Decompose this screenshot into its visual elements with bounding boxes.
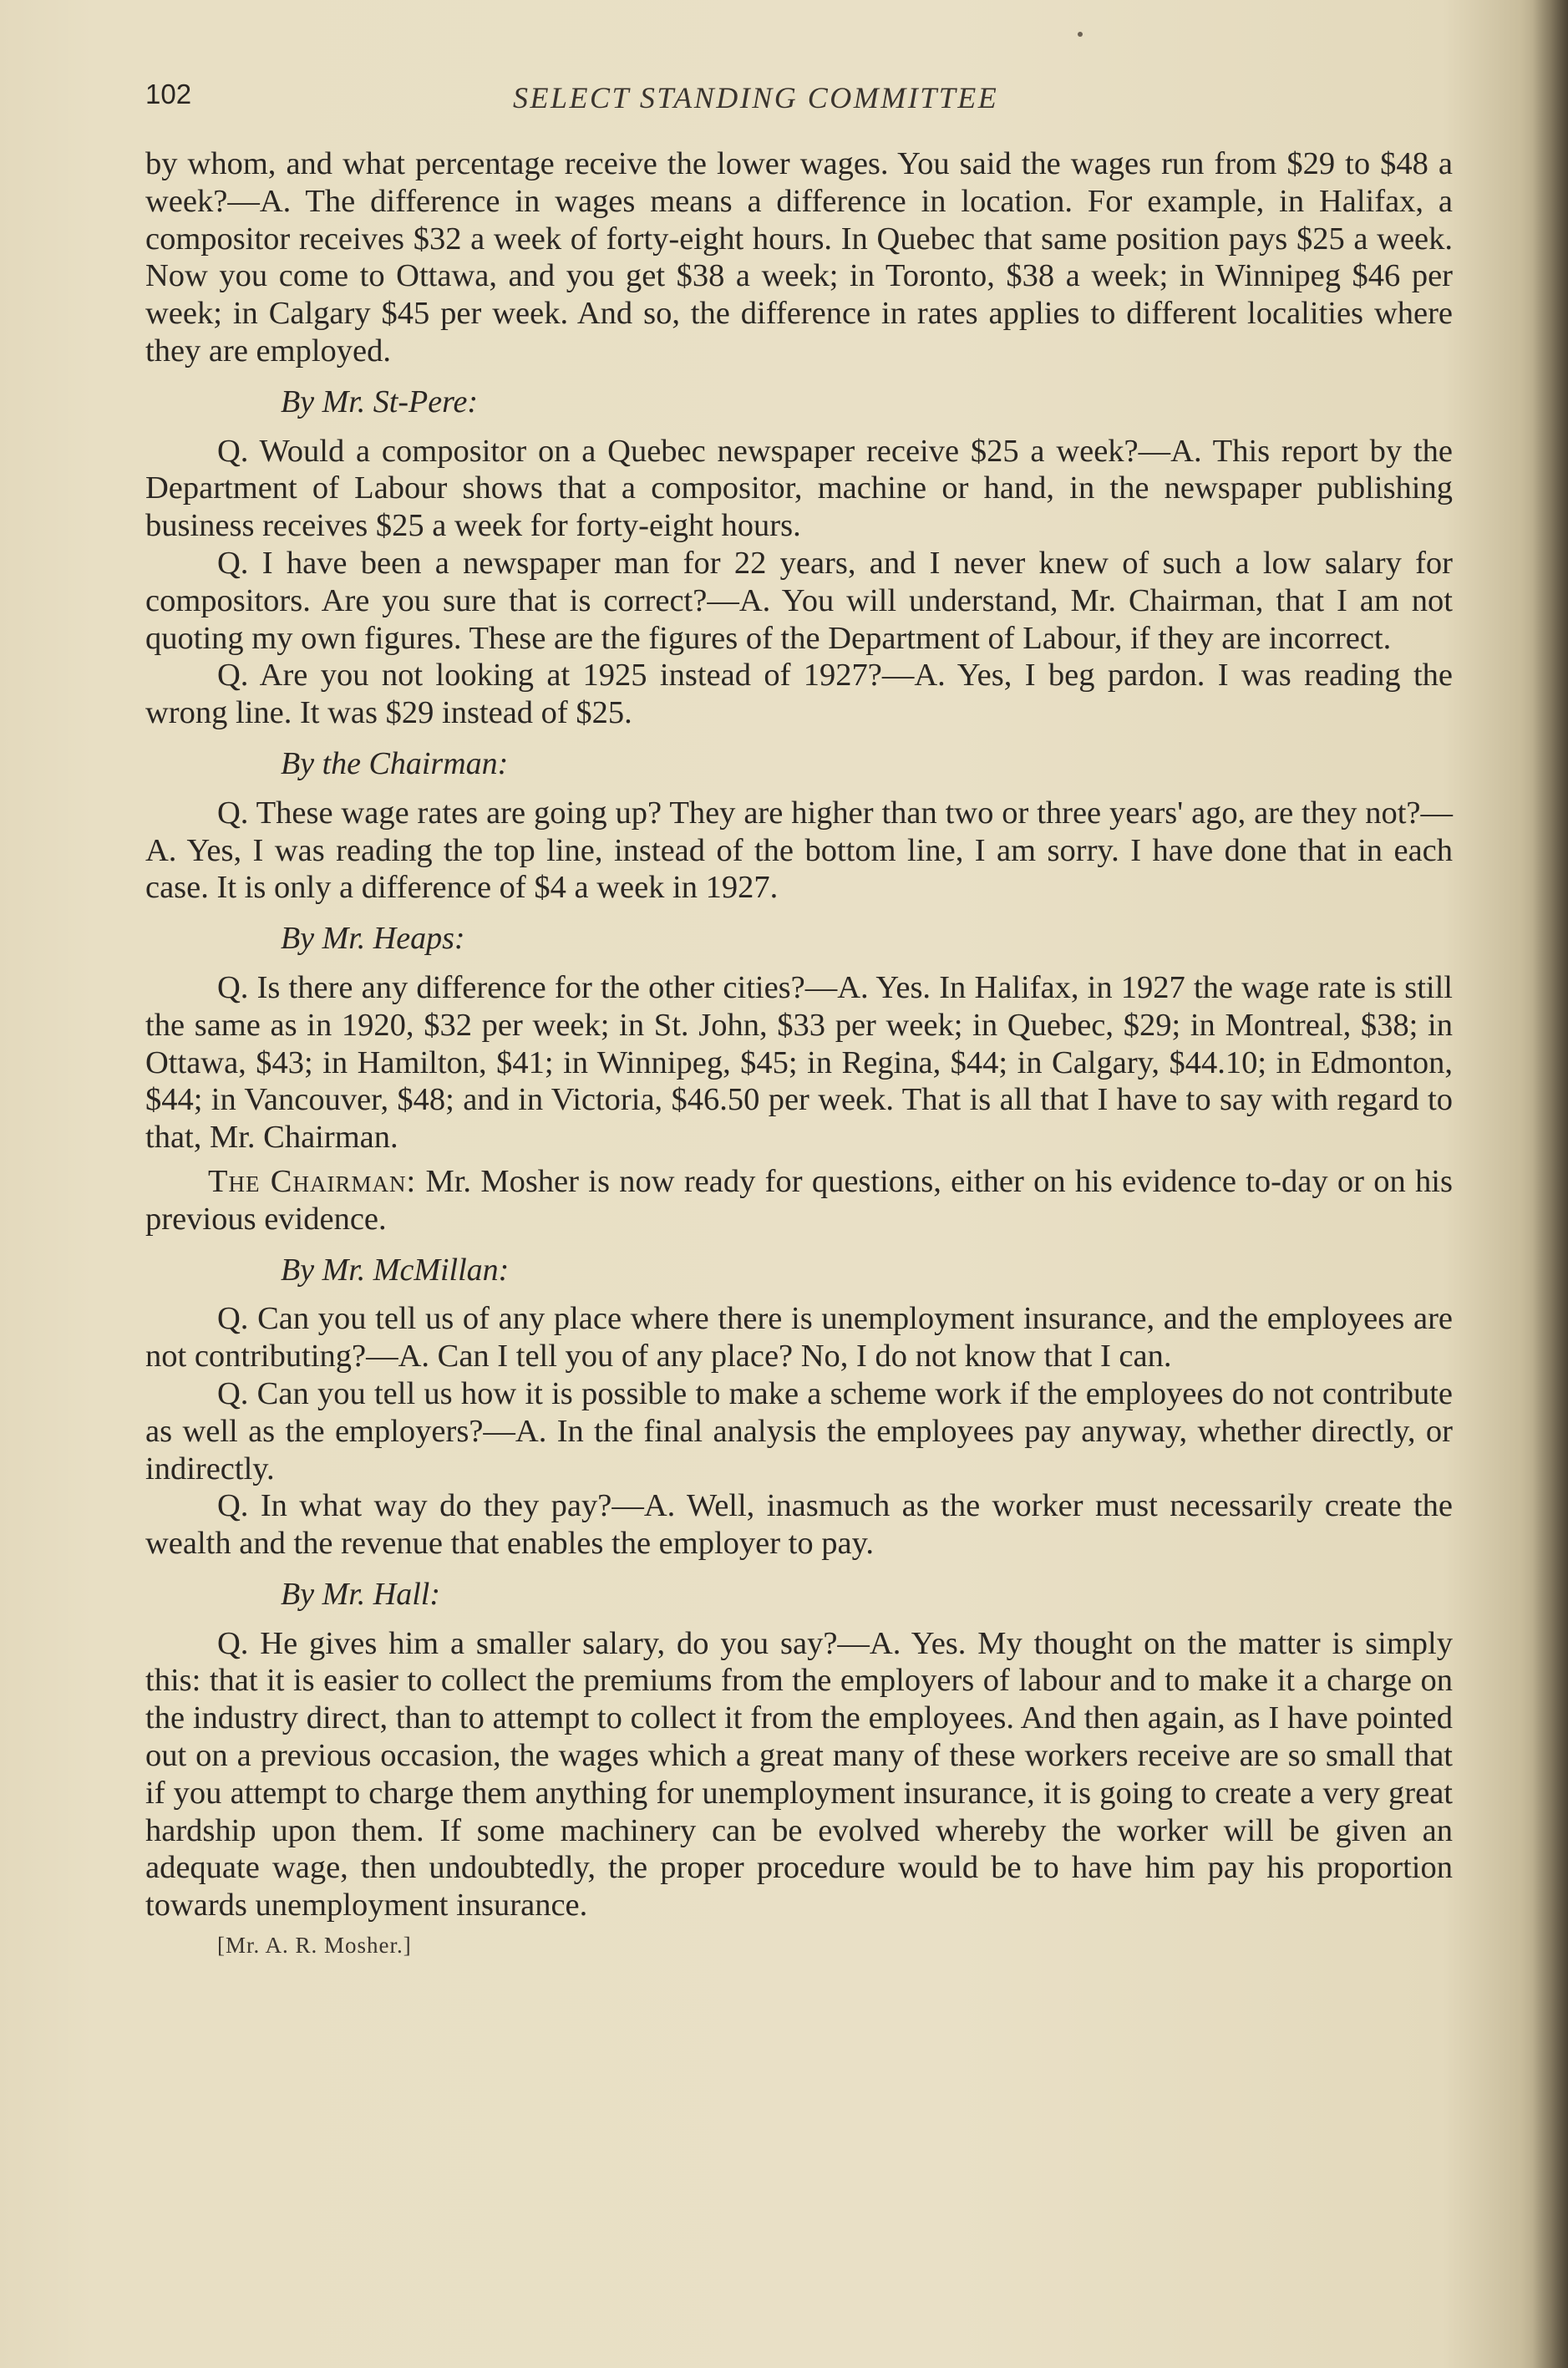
chairman-statement	[145, 1163, 1453, 1238]
speaker-heading: By Mr. St-Pere:	[281, 384, 478, 419]
question-answer-paragraph: Q. Would a compositor on a Quebec newspaper receive $25 a week?—A. This report by the Department of Labour shows that a compositor, machine or hand, in the newspaper publishing business receives $25 a week for forty-eight hours.	[145, 433, 1453, 544]
paragraph-continuation: by whom, and what percentage receive the lower wages. You said the wages run from $29 to $48 a week?—A. The difference in wages means a difference in location. For example, in Halifax, a compositor receives $32 a week of forty-eight hours. In Quebec that same position pays $25 a week. Now you come to Ottawa, and you get $38 a week; in Toronto, $38 a week; in Winnipeg $46 per week; in Calgary $45 per week. And so, the difference in rates applies to different localities where they are employed.	[145, 146, 1453, 368]
question-answer-paragraph: Q. In what way do they pay?—A. Well, inasmuch as the worker must necessarily create the wealth and the revenue that enables the employer to pay.	[145, 1488, 1453, 1562]
page-binding-shadow	[1533, 0, 1568, 2368]
chairman-label: The Chairman:	[208, 1163, 417, 1199]
question-answer-paragraph: Q. Can you tell us how it is possible to make a scheme work if the employees do not contribute as well as the employers?—A. In the final analysis the employees pay anyway, whether directly, or indirectly.	[145, 1375, 1453, 1486]
question-answer-paragraph: Q. Is there any difference for the other cities?—A. Yes. In Halifax, in 1927 the wage rate is still the same as in 1920, $32 per week; in St. John, $33 per week; in Quebec, $29; in Montreal, $38; in Ottawa, $43; in Hamilton, $41; in Winnipeg, $45; in Regina, $44; in Calgary, $44.10; in Edmonton, $44; in Vancouver, $48; and in Victoria, $46.50 per week. That is all that I have to say with regard to that, Mr. Chairman.	[145, 969, 1453, 1156]
speaker-heading: By the Chairman:	[281, 745, 509, 781]
speaker-heading: By Mr. Hall:	[281, 1576, 441, 1612]
question-answer-paragraph: Q. Are you not looking at 1925 instead of 1927?—A. Yes, I beg pardon. I was reading the wrong line. It was $29 instead of $25.	[145, 658, 1453, 731]
question-answer-paragraph: Q. These wage rates are going up? They are higher than two or three years' ago, are they not?—A. Yes, I was reading the top line, instead of the bottom line, I am sorry. I have done that in each case. It is only a difference of $4 a week in 1927.	[145, 795, 1453, 906]
question-answer-paragraph: Q. He gives him a smaller salary, do you say?—A. Yes. My thought on the matter is simply this: that it is easier to collect the premiums from the employers of labour and to make it a charge on the industry direct, than to attempt to collect it from the employees. And then again, as I have pointed out on a previous occasion, the wages which a great many of these workers receive are so small that if you attempt to charge them anything for unemployment insurance, it is going to create a very great hardship upon them. If some machinery can be evolved whereby the worker will be given an adequate wage, then undoubtedly, the proper procedure would be to have him pay his proportion towards unemployment insurance.	[145, 1625, 1453, 1923]
question-answer-paragraph: Q. Can you tell us of any place where there is unemployment insurance, and the employees are not contributing?—A. Can I tell you of any place? No, I do not know that I can.	[145, 1301, 1453, 1375]
paper-speck	[1078, 32, 1083, 37]
witness-credit: [Mr. A. R. Mosher.]	[217, 1933, 412, 1959]
page-content	[145, 77, 1453, 1959]
speaker-heading: By Mr. Heaps:	[281, 921, 465, 957]
running-title: SELECT STANDING COMMITTEE	[513, 81, 999, 114]
speaker-heading: By Mr. McMillan:	[281, 1252, 510, 1288]
chairman-text: Mr. Mosher is now ready for questions, either on his evidence to-day or on his previous evidence.	[145, 1163, 1453, 1237]
question-answer-paragraph: Q. I have been a newspaper man for 22 years, and I never knew of such a low salary for compositors. Are you sure that is correct?—A. You will understand, Mr. Chairman, that I am not quoting my own figures. These are the figures of the Department of Labour, if they are incorrect.	[145, 545, 1453, 656]
page-number: 102	[145, 79, 192, 109]
running-header	[145, 77, 1453, 127]
